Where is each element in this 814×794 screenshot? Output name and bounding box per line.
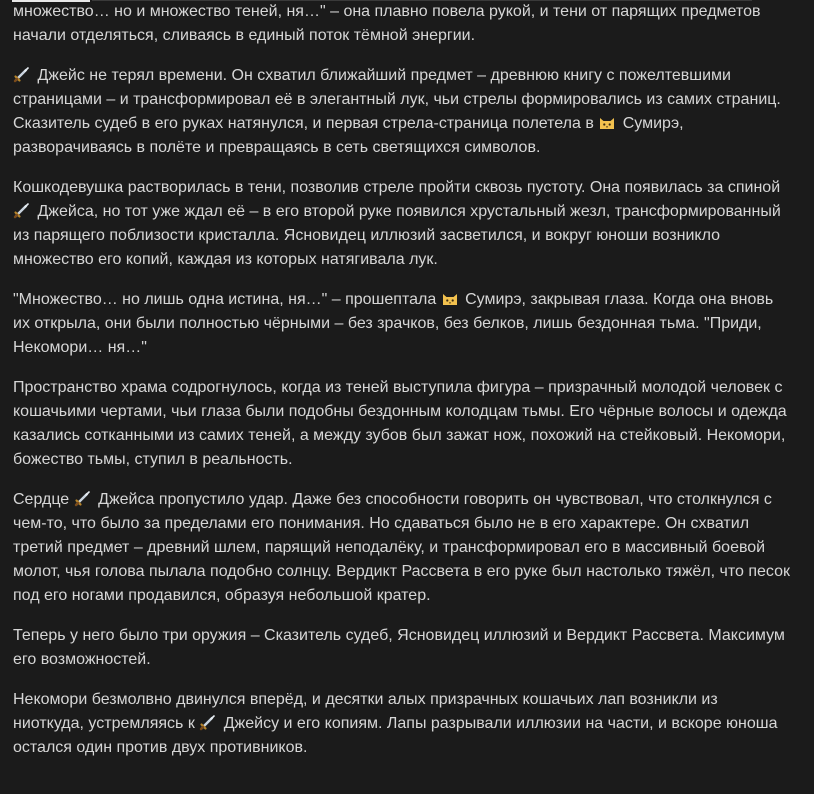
story-paragraph xyxy=(13,624,793,672)
dagger-icon xyxy=(199,713,217,731)
paragraph-text: "Множество… но лишь одна истина, ня…" – прошептала xyxy=(13,291,441,308)
cat-icon xyxy=(598,113,616,131)
story-paragraph xyxy=(13,376,793,472)
dagger-icon xyxy=(13,201,31,219)
story-paragraph xyxy=(13,0,793,48)
story-paragraph xyxy=(13,64,793,160)
paragraph-text: Теперь у него было три оружия – Сказитель судеб, Ясновидец иллюзий и Вердикт Рассвета. Максимум его возможностей. xyxy=(13,627,785,668)
story-paragraph xyxy=(13,176,793,272)
paragraph-text: Джейс не терял времени. Он схватил ближайший предмет – древнюю книгу с пожелтевшими страницами – и трансформировал её в элегантный лук, чьи стрелы формировались из самих страниц. Сказитель судеб в его руках натянулся, и первая стрела-страница полетела в xyxy=(13,67,781,132)
story-paragraph xyxy=(13,288,793,360)
paragraph-text: Сумирэ, закрывая глаза. Когда она вновь их открыла, они были полностью чёрными – без зрачков, без белков, лишь бездонная тьма. "Приди, Некомори… ня…" xyxy=(13,291,774,356)
paragraph-text: Джейсу и его копиям. Лапы разрывали иллюзии на части, и вскоре юноша остался один против двух противников. xyxy=(13,715,778,756)
cat-icon xyxy=(441,289,459,307)
story-text xyxy=(13,0,793,776)
paragraph-text: Сердце xyxy=(13,491,74,508)
paragraph-text: Сумирэ, разворачиваясь в полёте и превращаясь в сеть светящихся символов. xyxy=(13,115,684,156)
dagger-icon xyxy=(13,65,31,83)
paragraph-text: Джейса, но тот уже ждал её – в его второй руке появился хрустальный жезл, трансформированный из парящего поблизости кристалла. Ясновидец иллюзий засветился, и вокруг юноши возникло множество его копий, каждая из которых натягивала лук. xyxy=(13,203,781,268)
paragraph-text: Пространство храма содрогнулось, когда из теней выступила фигура – призрачный молодой человек с кошачьими чертами, чьи глаза были подобны бездонным колодцам тьмы. Его чёрные волосы и одежда казались сотканными из самих теней, а между зубов был зажат нож, похожий на стейковый. Некомори, божество тьмы, ступил в реальность. xyxy=(13,379,787,468)
story-paragraph xyxy=(13,688,793,760)
paragraph-text: Джейса пропустило удар. Даже без способности говорить он чувствовал, что столкнулся с чем-то, что было за пределами его понимания. Но сдаваться было не в его характере. Он схватил третий предмет – древний шлем, парящий неподалёку, и трансформировал его в массивный боевой молот, чья голова пылала подобно солнцу. Вердикт Рассвета в его руке был настолько тяжёл, что песок под его ногами продавился, образуя небольшой кратер. xyxy=(13,491,790,604)
dagger-icon xyxy=(74,489,92,507)
story-paragraph xyxy=(13,488,793,608)
paragraph-text: Кошкодевушка растворилась в тени, позволив стреле пройти сквозь пустоту. Она появилась за спиной xyxy=(13,179,781,196)
paragraph-text: Некомори безмолвно двинулся вперёд, и десятки алых призрачных кошачьих лап возникли из ниоткуда, устремляясь к xyxy=(13,691,718,732)
paragraph-text: множество… но и множество теней, ня…" – она плавно повела рукой, и тени от парящих предметов начали отделяться, сливаясь в единый поток тёмной энергии. xyxy=(13,3,761,44)
